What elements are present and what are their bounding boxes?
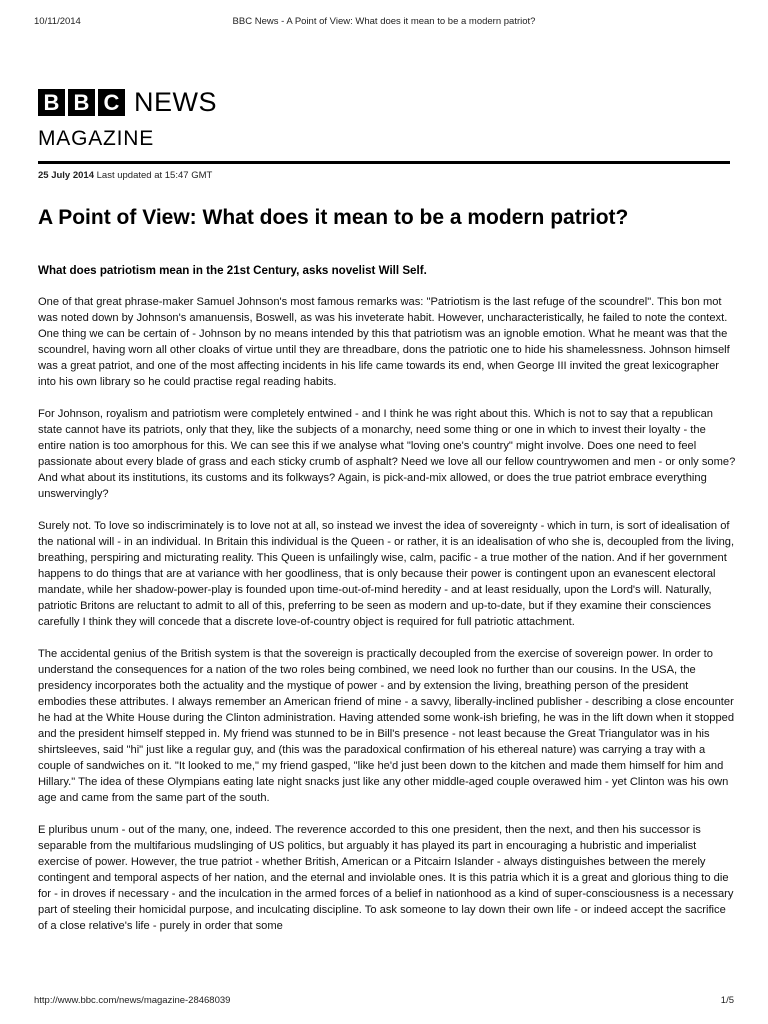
bbc-news-logo[interactable] — [38, 88, 217, 117]
print-footer — [34, 995, 734, 1009]
print-header — [34, 16, 734, 30]
print-page-title: BBC News - A Point of View: What does it mean to be a modern patriot? — [232, 16, 536, 27]
body-paragraph: E pluribus unum - out of the many, one, indeed. The reverence accorded to this one president, then the next, and then his successor is separable from the multifarious mudslinging of US politics, but arguably it has played its part in encouraging a hubristic and imperialist exercise of power. However, the true patriot - whether British, American or a Pitcairn Islander - always distinguishes between the merely contingent and temporal aspects of her nation, and the eternal and inviolable ones. It is this patria which it is a great and glorious thing to die for - in droves if necessary - and the inculcation in the armed forces of a belief in nationhood as a kind of super-consciousness is a necessary part of steeling their homicidal purpose, and inculcating discipline. To ask someone to lay down their own life - or indeed accept the sacrifice of a close relative's life - purely in order that some — [38, 824, 734, 932]
body-paragraph: One of that great phrase-maker Samuel Johnson's most famous remarks was: "Patriotism is the last refuge of the scoundrel". This bon mot was noted down by Johnson's amanuensis, Boswell, as was his inveterate habit. However, uncharacteristically, he failed to note the context. One thing we can be certain of - Johnson by no means intended by this that patriotism was an ignoble emotion. What he meant was that the scoundrel, having worn all other cloaks of virtue until they are threadbare, dons the patriotic one to hide his shamelessness. Johnson himself was a great patriot, and one of the most affecting incidents in his life came towards its end, when George III invited the great lexicographer into his own library so he could practise regal reading habits. — [38, 296, 730, 388]
article-headline: A Point of View: What does it mean to be a modern patriot? — [38, 206, 629, 229]
news-wordmark: NEWS — [134, 87, 217, 117]
page-number: 1/5 — [720, 995, 734, 1006]
article-body — [38, 294, 736, 950]
print-date: 10/11/2014 — [34, 16, 81, 27]
body-paragraph: The accidental genius of the British system is that the sovereign is practically decoupled from the exercise of sovereign power. In order to understand the consequences for a nation of the two roles being combined, we need look no further than our cousins. In the USA, the presidency incorporates both the actuality and the mystique of power - and by extension the living, breathing person of the president embodies these attributes. I always remember an American friend of mine - a savvy, liberally-inclined publisher - describing a close encounter he had at the White House during the Clinton administration. Having attended some wonk-ish briefing, he was in the lift down when it stopped and the president himself stepped in. My friend was stunned to be in Bill's presence - not least because the Great Triangulator was in his shirtsleeves, said "hi" just like a regular guy, and (this was the paradoxical confirmation of his ethereal nature) was carrying a tray with a couple of sandwiches on it. "It looked to me," my friend gasped, "like he'd just been down to the kitchen and made them himself for him and Hillary." The idea of these Olympians eating late night snacks just like any other middle-aged couple overawed him - yet Clinton was his own age and came from the same part of the south. — [38, 648, 735, 804]
body-paragraph: Surely not. To love so indiscriminately is to love not at all, so instead we invest the idea of sovereignty - which in turn, is sort of idealisation of the national will - in an individual. In Britain this individual is the Queen - or rather, it is an idealisation of who she is, decoupled from the living, breathing, perspiring and micturating reality. This Queen is unfailingly wise, calm, pacific - a true mother of the nation. And if her government happens to do things that are at variance with her goodliness, that is only because their power is contingent upon an evanescent electoral mandate, while her shadow-power-play is founded upon time-out-of-mind heredity - and at least residually, upon the Lord's will. Naturally, patriotic Britons are reluctant to admit to all of this, preferring to be seen as modern and up-to-date, but if they examine their consciences carefully I think they will concede that a discrete love-of-country object is required for full patriotic attachment. — [38, 520, 735, 628]
page-url[interactable]: http://www.bbc.com/news/magazine-28468039 — [34, 995, 231, 1006]
published-date: 25 July 2014 — [38, 170, 94, 181]
article-meta — [38, 170, 212, 181]
article-intro: What does patriotism mean in the 21st Century, asks novelist Will Self. — [38, 264, 427, 277]
section-name[interactable]: MAGAZINE — [38, 127, 155, 150]
bbc-logo-letter-b2: B — [68, 89, 95, 116]
masthead-divider — [38, 161, 730, 164]
body-paragraph: For Johnson, royalism and patriotism were completely entwined - and I think he was right about this. Which is not to say that a republican state cannot have its patriots, only that they, like the subjects of a monarchy, need some thing or one in which to invest their loyalty - the entire nation is too amorphous for this. We can see this if we analyse what "loving one's country" might involve. Does one need to feel passionate about every blade of grass and each sticky crumb of asphalt? Need we love all our fellow countrywomen and men - or only some? And what about its institutions, its customs and its folkways? Again, is pick-and-mix allowed, or does the true patriot embrace everything unswervingly? — [38, 408, 736, 500]
bbc-logo-letter-c: C — [98, 89, 125, 116]
last-updated: Last updated at 15:47 GMT — [96, 170, 213, 181]
bbc-logo-letter-b1: B — [38, 89, 65, 116]
